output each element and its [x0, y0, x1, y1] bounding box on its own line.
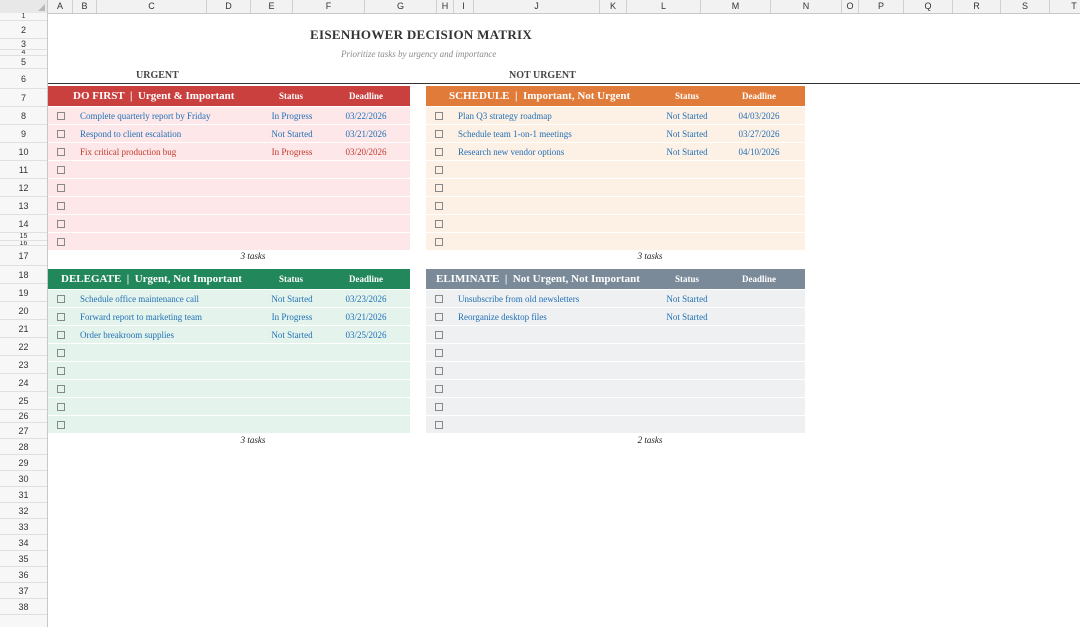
task-status[interactable]: [662, 233, 712, 251]
task-deadline[interactable]: [338, 416, 394, 434]
row-header-38[interactable]: 38: [0, 599, 47, 615]
column-header-l[interactable]: L: [627, 0, 701, 13]
task-status[interactable]: In Progress: [271, 147, 313, 157]
task-deadline[interactable]: [338, 179, 394, 197]
task-checkbox[interactable]: [57, 112, 65, 120]
row-header-20[interactable]: 20: [0, 302, 47, 320]
deadline-column-header: Deadline: [348, 91, 383, 101]
task-status[interactable]: [662, 197, 712, 215]
row-header-6[interactable]: 6: [0, 69, 47, 89]
section-divider: [48, 83, 1080, 84]
task-checkbox[interactable]: [435, 166, 443, 174]
task-deadline[interactable]: 03/22/2026: [345, 111, 387, 121]
table-row[interactable]: [426, 125, 805, 143]
row-header-19[interactable]: 19: [0, 284, 47, 302]
task-status[interactable]: Not Started: [666, 129, 708, 139]
task-deadline[interactable]: 04/10/2026: [738, 147, 780, 157]
table-row[interactable]: [426, 326, 805, 344]
column-header-n[interactable]: N: [771, 0, 842, 13]
task-status[interactable]: [267, 197, 317, 215]
task-checkbox[interactable]: [435, 130, 443, 138]
task-status[interactable]: [662, 416, 712, 434]
column-header-f[interactable]: F: [293, 0, 365, 13]
task-checkbox[interactable]: [57, 202, 65, 210]
task-name[interactable]: Unsubscribe from old newsletters: [458, 294, 580, 304]
task-status[interactable]: [662, 215, 712, 233]
schedule-header: [426, 86, 805, 106]
deadline-column-header: Deadline: [348, 274, 383, 284]
task-status[interactable]: Not Started: [666, 111, 708, 121]
task-checkbox[interactable]: [57, 403, 65, 411]
task-status[interactable]: [662, 398, 712, 416]
sheet-subtitle: Prioritize tasks by urgency and importance: [341, 49, 497, 59]
task-status[interactable]: Not Started: [271, 294, 313, 304]
task-deadline[interactable]: [731, 290, 787, 308]
task-name[interactable]: Forward report to marketing team: [80, 312, 202, 322]
row-header-17[interactable]: 17: [0, 246, 47, 266]
table-row[interactable]: [48, 143, 410, 161]
task-status[interactable]: Not Started: [666, 294, 708, 304]
task-checkbox[interactable]: [57, 220, 65, 228]
task-checkbox[interactable]: [435, 184, 443, 192]
task-checkbox[interactable]: [435, 238, 443, 246]
row-header-1[interactable]: 1: [0, 13, 47, 21]
table-row[interactable]: [48, 179, 410, 197]
task-checkbox[interactable]: [57, 295, 65, 303]
task-count: 3 tasks: [240, 251, 266, 261]
task-status[interactable]: [662, 344, 712, 362]
table-row[interactable]: [48, 380, 410, 398]
row-header-23[interactable]: 23: [0, 356, 47, 374]
row-header-16[interactable]: 16: [0, 241, 47, 246]
task-deadline[interactable]: [731, 197, 787, 215]
column-header-e[interactable]: E: [251, 0, 293, 13]
table-row[interactable]: [426, 398, 805, 416]
table-row[interactable]: [426, 215, 805, 233]
task-status[interactable]: [662, 161, 712, 179]
task-checkbox[interactable]: [435, 313, 443, 321]
row-header-9[interactable]: 9: [0, 125, 47, 143]
task-status[interactable]: [267, 362, 317, 380]
column-header-d[interactable]: D: [207, 0, 251, 13]
row-header-30[interactable]: 30: [0, 471, 47, 487]
task-status[interactable]: Not Started: [666, 312, 708, 322]
select-all-corner[interactable]: [0, 0, 48, 13]
row-header-37[interactable]: 37: [0, 583, 47, 599]
column-header-g[interactable]: G: [365, 0, 437, 13]
row-header-36[interactable]: 36: [0, 567, 47, 583]
task-status[interactable]: Not Started: [271, 330, 313, 340]
task-count: 3 tasks: [240, 435, 266, 445]
do-first-title: DO FIRST | Urgent & Important: [73, 90, 235, 102]
task-deadline[interactable]: 03/21/2026: [345, 129, 387, 139]
table-row[interactable]: [48, 161, 410, 179]
column-header-p[interactable]: P: [859, 0, 904, 13]
table-row[interactable]: [426, 362, 805, 380]
row-header-33[interactable]: 33: [0, 519, 47, 535]
task-checkbox[interactable]: [435, 202, 443, 210]
status-column-header: Status: [674, 274, 699, 284]
task-deadline[interactable]: [731, 362, 787, 380]
row-header-11[interactable]: 11: [0, 161, 47, 179]
task-deadline[interactable]: 03/21/2026: [345, 312, 387, 322]
task-name[interactable]: Fix critical production bug: [80, 147, 177, 157]
task-deadline[interactable]: [338, 344, 394, 362]
row-header-31[interactable]: 31: [0, 487, 47, 503]
task-checkbox[interactable]: [57, 166, 65, 174]
table-row[interactable]: [48, 197, 410, 215]
column-header-i[interactable]: I: [454, 0, 474, 13]
task-checkbox[interactable]: [435, 220, 443, 228]
task-deadline[interactable]: [731, 416, 787, 434]
status-column-header: Status: [278, 91, 303, 101]
task-deadline[interactable]: 03/27/2026: [738, 129, 780, 139]
task-count: 3 tasks: [637, 251, 663, 261]
task-status[interactable]: [267, 416, 317, 434]
row-header-13[interactable]: 13: [0, 197, 47, 215]
delegate-header: [48, 269, 410, 289]
task-status[interactable]: Not Started: [666, 147, 708, 157]
table-row[interactable]: [48, 344, 410, 362]
do-first-header: [48, 86, 410, 106]
schedule-title: SCHEDULE | Important, Not Urgent: [449, 90, 631, 102]
task-checkbox[interactable]: [435, 295, 443, 303]
table-row[interactable]: [426, 179, 805, 197]
task-checkbox[interactable]: [57, 148, 65, 156]
task-name[interactable]: Complete quarterly report by Friday: [80, 111, 211, 121]
task-deadline[interactable]: [731, 380, 787, 398]
task-deadline[interactable]: 04/03/2026: [738, 111, 780, 121]
table-row[interactable]: [426, 344, 805, 362]
task-deadline[interactable]: 03/20/2026: [345, 147, 387, 157]
task-status[interactable]: [267, 398, 317, 416]
deadline-column-header: Deadline: [741, 274, 776, 284]
task-checkbox[interactable]: [435, 421, 443, 429]
task-checkbox[interactable]: [435, 385, 443, 393]
task-checkbox[interactable]: [435, 331, 443, 339]
task-deadline[interactable]: [731, 326, 787, 344]
deadline-column-header: Deadline: [741, 91, 776, 101]
task-deadline[interactable]: [731, 398, 787, 416]
task-status[interactable]: [267, 215, 317, 233]
row-header-25[interactable]: 25: [0, 392, 47, 410]
status-column-header: Status: [674, 91, 699, 101]
task-status[interactable]: [267, 233, 317, 251]
table-row[interactable]: [48, 107, 410, 125]
column-header-a[interactable]: A: [48, 0, 73, 13]
row-header-35[interactable]: 35: [0, 551, 47, 567]
task-checkbox[interactable]: [57, 130, 65, 138]
not-urgent-label: NOT URGENT: [509, 70, 576, 81]
task-deadline[interactable]: [731, 161, 787, 179]
task-deadline[interactable]: [338, 380, 394, 398]
task-deadline[interactable]: [338, 233, 394, 251]
table-row[interactable]: [426, 233, 805, 251]
column-header-h[interactable]: H: [437, 0, 454, 13]
task-name[interactable]: Research new vendor options: [458, 147, 565, 157]
row-header-5[interactable]: 5: [0, 56, 47, 69]
table-row[interactable]: [426, 161, 805, 179]
eliminate-title: ELIMINATE | Not Urgent, Not Important: [436, 273, 640, 285]
eliminate-header: [426, 269, 805, 289]
task-status[interactable]: [267, 380, 317, 398]
table-row[interactable]: [48, 362, 410, 380]
row-header-7[interactable]: 7: [0, 89, 47, 107]
delegate-title: DELEGATE | Urgent, Not Important: [61, 273, 242, 285]
row-header-29[interactable]: 29: [0, 455, 47, 471]
task-status[interactable]: [267, 179, 317, 197]
task-name[interactable]: Schedule team 1-on-1 meetings: [458, 129, 572, 139]
task-deadline[interactable]: [731, 179, 787, 197]
row-header-34[interactable]: 34: [0, 535, 47, 551]
task-checkbox[interactable]: [57, 421, 65, 429]
column-header-b[interactable]: B: [73, 0, 97, 13]
task-name[interactable]: Order breakroom supplies: [80, 330, 174, 340]
row-header-21[interactable]: 21: [0, 320, 47, 338]
task-count: 2 tasks: [637, 435, 663, 445]
task-checkbox[interactable]: [435, 349, 443, 357]
task-name[interactable]: Respond to client escalation: [80, 129, 182, 139]
table-row[interactable]: [48, 125, 410, 143]
task-checkbox[interactable]: [435, 112, 443, 120]
task-deadline[interactable]: [338, 215, 394, 233]
task-deadline[interactable]: [731, 344, 787, 362]
column-header-q[interactable]: Q: [904, 0, 953, 13]
task-name[interactable]: Schedule office maintenance call: [80, 294, 200, 304]
task-status[interactable]: In Progress: [271, 312, 313, 322]
column-header-r[interactable]: R: [953, 0, 1001, 13]
table-row[interactable]: [48, 233, 410, 251]
task-status[interactable]: [662, 362, 712, 380]
task-deadline[interactable]: [338, 398, 394, 416]
row-header-15[interactable]: 15: [0, 233, 47, 241]
column-header-j[interactable]: J: [474, 0, 600, 13]
urgent-label: URGENT: [136, 70, 179, 81]
task-checkbox[interactable]: [435, 148, 443, 156]
table-row[interactable]: [426, 290, 805, 308]
row-header-28[interactable]: 28: [0, 439, 47, 455]
table-row[interactable]: [48, 308, 410, 326]
row-header-18[interactable]: 18: [0, 266, 47, 284]
column-header-o[interactable]: O: [842, 0, 859, 13]
task-status[interactable]: [662, 380, 712, 398]
task-checkbox[interactable]: [57, 313, 65, 321]
task-deadline[interactable]: [338, 197, 394, 215]
row-header-24[interactable]: 24: [0, 374, 47, 392]
task-checkbox[interactable]: [57, 349, 65, 357]
row-header-14[interactable]: 14: [0, 215, 47, 233]
row-header-12[interactable]: 12: [0, 179, 47, 197]
row-header-22[interactable]: 22: [0, 338, 47, 356]
table-row[interactable]: [426, 107, 805, 125]
row-header-10[interactable]: 10: [0, 143, 47, 161]
row-header-32[interactable]: 32: [0, 503, 47, 519]
table-row[interactable]: [48, 416, 410, 434]
task-status[interactable]: Not Started: [271, 129, 313, 139]
row-header-26[interactable]: 26: [0, 410, 47, 423]
task-checkbox[interactable]: [57, 331, 65, 339]
table-row[interactable]: [48, 215, 410, 233]
row-header-4[interactable]: 4: [0, 50, 47, 56]
table-row[interactable]: [426, 308, 805, 326]
column-header-t[interactable]: T: [1050, 0, 1080, 13]
row-header-8[interactable]: 8: [0, 107, 47, 125]
task-checkbox[interactable]: [57, 367, 65, 375]
task-status[interactable]: [662, 179, 712, 197]
task-checkbox[interactable]: [435, 403, 443, 411]
row-header-27[interactable]: 27: [0, 423, 47, 439]
task-checkbox[interactable]: [57, 385, 65, 393]
table-row[interactable]: [426, 197, 805, 215]
task-name[interactable]: Reorganize desktop files: [458, 312, 547, 322]
task-deadline[interactable]: [731, 233, 787, 251]
sheet-title: EISENHOWER DECISION MATRIX: [310, 27, 533, 42]
table-row[interactable]: [426, 380, 805, 398]
task-status[interactable]: In Progress: [271, 111, 313, 121]
table-row[interactable]: [426, 143, 805, 161]
status-column-header: Status: [278, 274, 303, 284]
task-deadline[interactable]: [731, 308, 787, 326]
column-header-s[interactable]: S: [1001, 0, 1050, 13]
task-status[interactable]: [662, 326, 712, 344]
task-checkbox[interactable]: [57, 238, 65, 246]
column-header-m[interactable]: M: [701, 0, 771, 13]
column-header-c[interactable]: C: [97, 0, 207, 13]
task-deadline[interactable]: 03/23/2026: [345, 294, 387, 304]
row-header-3[interactable]: 3: [0, 39, 47, 50]
task-status[interactable]: [267, 161, 317, 179]
table-row[interactable]: [48, 290, 410, 308]
column-header-k[interactable]: K: [600, 0, 627, 13]
task-deadline[interactable]: [731, 215, 787, 233]
task-deadline[interactable]: [338, 362, 394, 380]
task-checkbox[interactable]: [57, 184, 65, 192]
table-row[interactable]: [426, 416, 805, 434]
task-name[interactable]: Plan Q3 strategy roadmap: [458, 111, 552, 121]
task-status[interactable]: [267, 344, 317, 362]
task-deadline[interactable]: [338, 161, 394, 179]
task-deadline[interactable]: 03/25/2026: [345, 330, 387, 340]
table-row[interactable]: [48, 398, 410, 416]
table-row[interactable]: [48, 326, 410, 344]
row-header-2[interactable]: 2: [0, 21, 47, 39]
task-checkbox[interactable]: [435, 367, 443, 375]
